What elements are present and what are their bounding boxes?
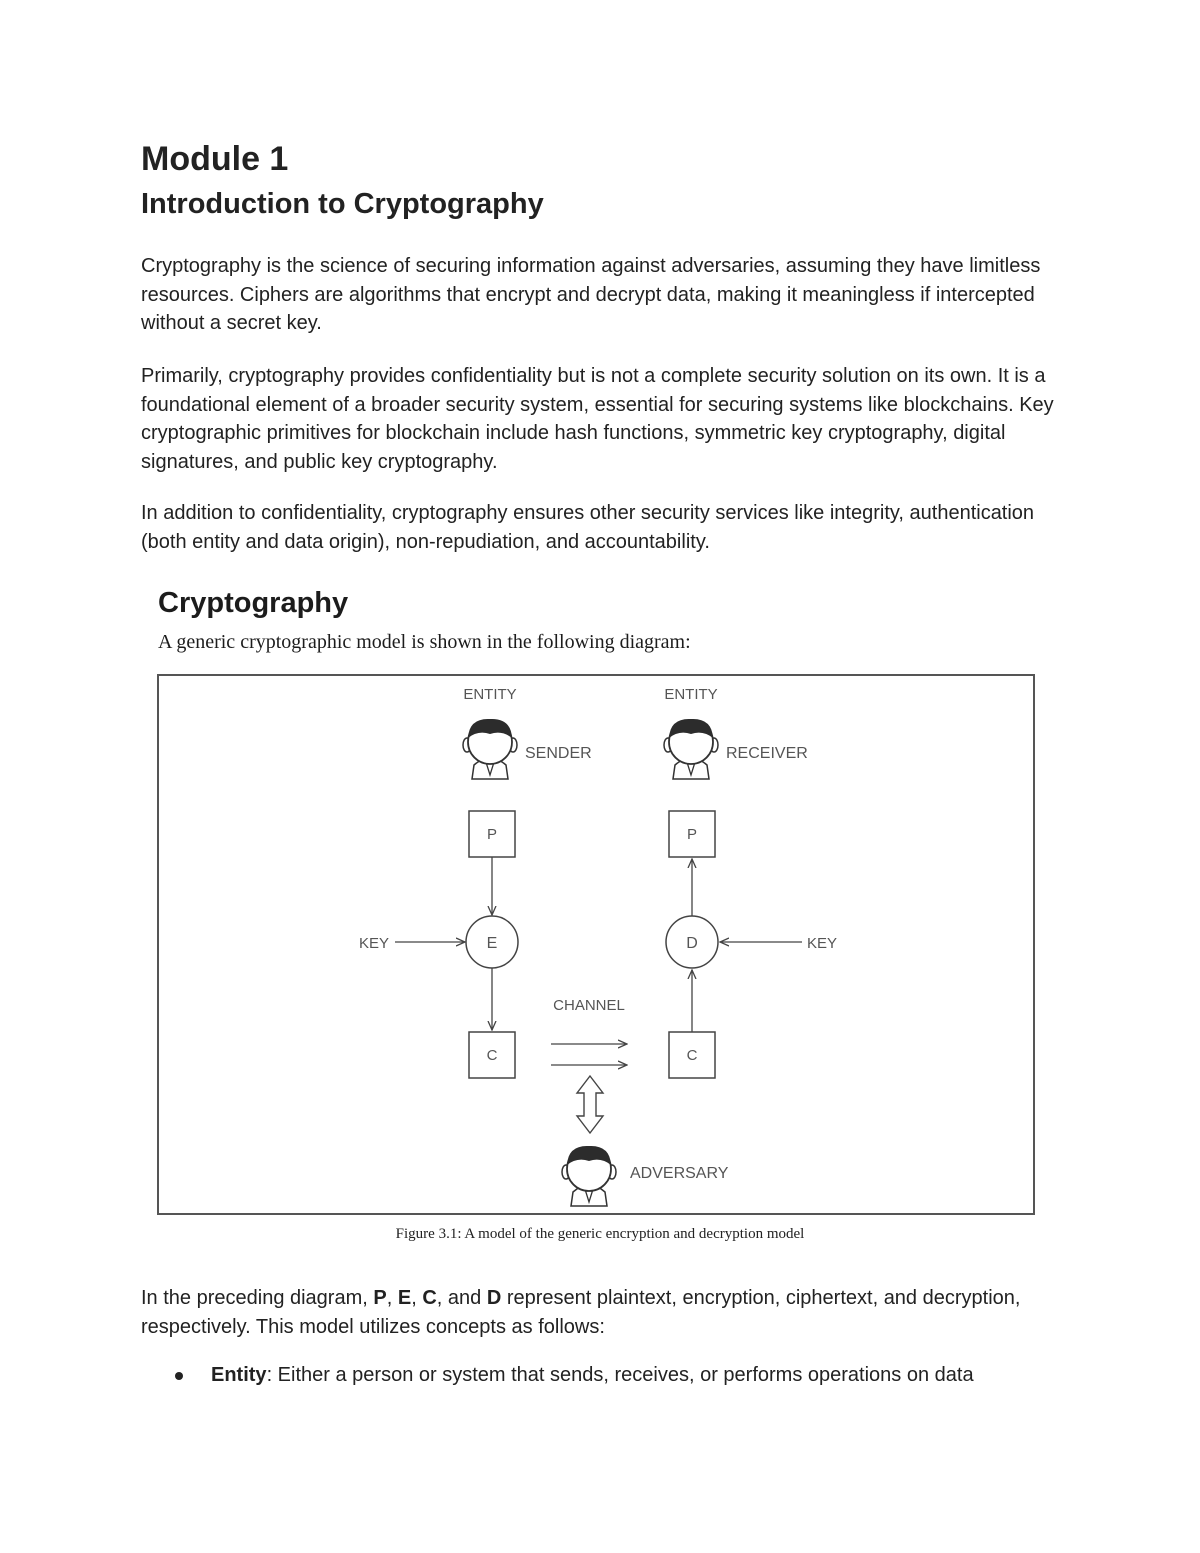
key-left-label: KEY	[359, 935, 390, 952]
receiver-label: RECEIVER	[726, 745, 808, 762]
explanation-suffix: represent plaintext, encryption, ciphertext, and decryption, respectively. This model utilizes concepts as follows:	[141, 1287, 1021, 1338]
crypto-model-diagram	[157, 674, 1035, 1215]
figure-caption: Figure 3.1: A model of the generic encryption and decryption model	[395, 1226, 805, 1242]
paragraph-diagram-explanation	[141, 1284, 1081, 1341]
figure-subheading: A generic cryptographic model is shown in the following diagram:	[158, 631, 691, 653]
explanation-sep-2: ,	[411, 1287, 423, 1309]
plaintext-left-label: P	[486, 826, 498, 843]
explanation-sep-3: , and	[436, 1287, 487, 1309]
receiver-person-icon	[664, 719, 718, 779]
key-right-label: KEY	[807, 935, 838, 952]
list-item-term: Entity	[211, 1364, 267, 1386]
ciphertext-left-label: C	[486, 1047, 498, 1064]
term-c: C	[422, 1287, 437, 1309]
explanation-prefix: In the preceding diagram,	[141, 1287, 374, 1309]
figure-heading: Cryptography	[158, 587, 349, 619]
entity-right-label: ENTITY	[664, 686, 718, 703]
explanation-sep-1: ,	[386, 1287, 398, 1309]
encryption-label: E	[486, 935, 498, 952]
entity-left-label: ENTITY	[463, 686, 517, 703]
page-subtitle: Introduction to Cryptography	[141, 188, 544, 220]
plaintext-right-label: P	[686, 826, 698, 843]
adversary-label: ADVERSARY	[630, 1165, 729, 1182]
list-item	[175, 1364, 974, 1387]
paragraph-intro: Cryptography is the science of securing information against adversaries, assuming they have limitless resources. Ciphers are algorithms that encrypt and decrypt data, making it meaningless if intercepted without a secret key.	[141, 255, 1041, 334]
page-title: Module 1	[141, 140, 289, 178]
term-p: P	[373, 1287, 387, 1309]
paragraph-services: In addition to confidentiality, cryptography ensures other security services like integrity, authentication (both entity and data origin), non-repudiation, and accountability.	[141, 502, 1035, 553]
bullet-icon	[175, 1372, 183, 1380]
ciphertext-right-label: C	[686, 1047, 698, 1064]
list-item-text	[211, 1364, 974, 1387]
sender-person-icon	[463, 719, 517, 779]
sender-label: SENDER	[525, 745, 592, 762]
term-e: E	[397, 1287, 412, 1309]
diagram-canvas	[159, 676, 1037, 1217]
term-d: D	[486, 1287, 502, 1309]
decryption-label: D	[686, 935, 698, 952]
adversary-person-icon	[562, 1146, 616, 1206]
paragraph-confidentiality: Primarily, cryptography provides confidentiality but is not a complete security solution on its own. It is a foundational element of a broader security system, essential for securing systems like blockchains. Key cryptographic primitives for blockchain include hash functions, symmetric key cryptography, digital signatures, and public key cryptography.	[141, 365, 1054, 473]
adversary-double-arrow-icon	[577, 1076, 603, 1133]
channel-label: CHANNEL	[553, 997, 625, 1014]
list-item-description: : Either a person or system that sends, receives, or performs operations on data	[266, 1364, 974, 1386]
